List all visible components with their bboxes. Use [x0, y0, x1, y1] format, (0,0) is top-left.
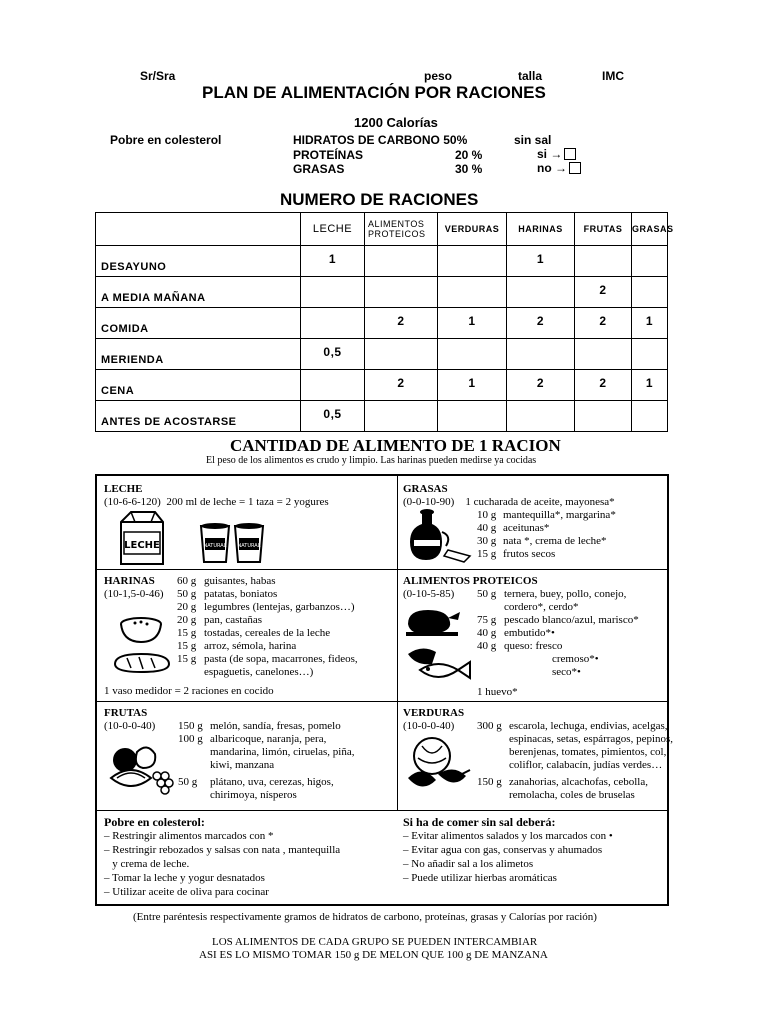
- ration-cell: [575, 339, 632, 370]
- ration-cell: 1: [632, 370, 668, 401]
- grasas-code: (0-0-10-90): [403, 496, 455, 508]
- column-header-frutas: FRUTAS: [575, 213, 632, 246]
- ration-cell: [365, 277, 438, 308]
- meal-label: COMIDA: [96, 308, 301, 339]
- fat-pct: 30 %: [455, 162, 483, 176]
- list-item: mandarina, limón, ciruelas, piña,: [210, 746, 355, 758]
- list-item: escarola, lechuga, endivias, acelgas,: [509, 720, 668, 732]
- list-item: cordero*, cerdo*: [504, 601, 579, 613]
- milk-carton-icon: [115, 508, 167, 566]
- portion-box: [95, 474, 674, 906]
- harinas-list: [177, 601, 358, 679]
- ration-cell: [365, 246, 438, 277]
- ration-cell: [632, 401, 668, 432]
- frutas-code: (10-0-0-40): [104, 720, 156, 732]
- table-row: [96, 308, 668, 339]
- list-item: espaguetis, canelones…): [204, 666, 314, 678]
- salt-yes-label: si →: [537, 147, 563, 161]
- ration-cell: [438, 246, 507, 277]
- list-item: 20 g legumbres (lentejas, garbanzos…): [177, 601, 355, 613]
- proteicos-heading: ALIMENTOS PROTEICOS: [403, 575, 538, 587]
- salt-label: sin sal: [514, 133, 552, 147]
- ration-cell: 1: [301, 246, 365, 277]
- chicken-fish-icon: [402, 604, 474, 694]
- salt-yes-checkbox[interactable]: [564, 148, 576, 160]
- vegetables-icon: [402, 734, 474, 796]
- salt-no-checkbox[interactable]: [569, 162, 581, 174]
- list-item: ternera, buey, pollo, conejo,: [504, 588, 627, 600]
- list-item: – Evitar agua con gas, conservas y ahumados: [403, 844, 603, 856]
- verduras-list: [509, 733, 673, 772]
- portion-subtitle: El peso de los alimentos es crudo y limpio. Las harinas pueden medirse ya cocidas: [206, 455, 537, 466]
- list-item: – Puede utilizar hierbas aromáticas: [403, 872, 557, 884]
- harinas-section: HARINAS 60 g guisantes, habas (10-1,5-0-46) 50 g patatas, boniatos: [104, 575, 278, 600]
- list-item: chirimoya, nísperos: [210, 789, 297, 801]
- ration-cell: 2: [507, 370, 575, 401]
- ration-cell: [575, 246, 632, 277]
- verduras-heading: VERDURAS: [403, 707, 465, 719]
- list-item: 40 g queso: fresco: [477, 640, 563, 652]
- calories-label: 1200 Calorías: [354, 115, 438, 130]
- list-item: remolacha, coles de bruselas: [509, 789, 635, 801]
- ration-cell: [575, 401, 632, 432]
- frutas-list-2: [178, 776, 334, 802]
- list-item: 15 g arroz, sémola, harina: [177, 640, 297, 652]
- leche-section: [104, 483, 329, 509]
- sinsal-heading: Si ha de comer sin sal deberá:: [403, 815, 556, 829]
- list-item: – Utilizar aceite de oliva para cocinar: [104, 886, 269, 898]
- bowl-bread-icon: [111, 614, 173, 680]
- ration-cell: [507, 277, 575, 308]
- ration-cell: 2: [507, 308, 575, 339]
- column-header-leche: LECHE: [301, 213, 365, 246]
- list-item: 40 g aceitunas*: [477, 522, 550, 534]
- table-row: [96, 370, 668, 401]
- sinsal-section: [403, 815, 613, 885]
- list-item: – Tomar la leche y yogur desnatados: [104, 872, 265, 884]
- frutas-list: [178, 733, 354, 772]
- ration-cell: [438, 339, 507, 370]
- list-item: 20 g pan, castañas: [177, 614, 263, 626]
- list-item: – Evitar alimentos salados y los marcados con •: [403, 830, 613, 842]
- ration-cell: 2: [365, 308, 438, 339]
- list-item: melón, sandía, fresas, pomelo: [210, 720, 341, 732]
- verduras-code: (10-0-0-40): [403, 720, 455, 732]
- ration-cell: [365, 401, 438, 432]
- table-row: [96, 246, 668, 277]
- list-item: 150 g zanahorias, alcachofas, cebolla,: [477, 776, 648, 788]
- carbs-label: HIDRATOS DE CARBONO 50%: [293, 133, 468, 147]
- verduras-list-2: [477, 776, 648, 802]
- ration-cell: [632, 246, 668, 277]
- harinas-code: (10-1,5-0-46): [104, 588, 164, 600]
- harinas-heading: HARINAS: [104, 575, 155, 587]
- meal-label: MERIENDA: [96, 339, 301, 370]
- proteicos-section: ALIMENTOS PROTEICOS (0-10-5-85) 50 g ternera, buey, pollo, conejo,: [403, 575, 627, 600]
- salt-no-option[interactable]: [537, 161, 581, 175]
- closing-line-1: LOS ALIMENTOS DE CADA GRUPO SE PUEDEN INTERCAMBIAR: [212, 936, 538, 948]
- ration-cell: [507, 339, 575, 370]
- ration-cell: [632, 339, 668, 370]
- yogurt-icon: [197, 522, 267, 564]
- harinas-note: 1 vaso medidor = 2 raciones en cocido: [104, 685, 274, 697]
- list-item: – No añadir sal a los alimetos: [403, 858, 534, 870]
- list-item: seco*•: [552, 666, 581, 678]
- ration-cell: [301, 308, 365, 339]
- list-item: cremoso*•: [552, 653, 599, 665]
- verduras-section: VERDURAS (10-0-0-40) 300 g escarola, lechuga, endivias, acelgas,: [403, 707, 668, 732]
- meal-label: CENA: [96, 370, 301, 401]
- ration-cell: 0,5: [301, 339, 365, 370]
- column-header-verduras: VERDURAS: [438, 213, 507, 246]
- ration-cell: 1: [438, 370, 507, 401]
- fat-label: GRASAS: [293, 162, 345, 176]
- colesterol-section: [104, 815, 340, 899]
- closing-line-2: ASI ES LO MISMO TOMAR 150 g DE MELON QUE 100 g DE MANZANA: [199, 949, 548, 961]
- list-item: 75 g pescado blanco/azul, marisco*: [477, 614, 639, 626]
- list-item: 30 g nata *, crema de leche*: [477, 535, 607, 547]
- ration-cell: [365, 339, 438, 370]
- list-item: – Restringir rebozados y salsas con nata , mantequilla: [104, 844, 341, 856]
- rations-title: NUMERO DE RACIONES: [280, 190, 479, 209]
- meal-label: ANTES DE ACOSTARSE: [96, 401, 301, 432]
- ration-cell: 1: [632, 308, 668, 339]
- meal-label: A MEDIA MAÑANA: [96, 277, 301, 308]
- list-item: coliflor, calabacín, judías verdes…: [509, 759, 663, 771]
- protein-label: PROTEÍNAS: [293, 148, 364, 162]
- column-header-proteicos: ALIMENTOS PROTEICOS: [365, 213, 438, 246]
- salt-no-label: no →: [537, 161, 567, 175]
- list-item: 100 g albaricoque, naranja, pera,: [178, 733, 327, 745]
- leche-code: (10-6-6-120): [104, 496, 161, 508]
- page-title: PLAN DE ALIMENTACIÓN POR RACIONES: [202, 83, 546, 102]
- list-item: – Restringir alimentos marcados con *: [104, 830, 274, 842]
- ration-cell: 1: [507, 246, 575, 277]
- list-item: 15 g frutos secos: [477, 548, 556, 560]
- frutas-section: FRUTAS (10-0-0-40) 150 g melón, sandía, fresas, pomelo: [104, 707, 341, 732]
- yogurt-label: NATURAL: [237, 543, 261, 549]
- list-item: y crema de leche.: [104, 858, 190, 870]
- leche-heading: LECHE: [104, 483, 143, 495]
- list-item: patatas, boniatos: [204, 588, 278, 600]
- milk-carton-label: LECHE: [124, 540, 160, 551]
- list-item: espinacas, setas, espárragos, pepinos,: [509, 733, 674, 745]
- list-item: berenjenas, tomates, pimientos, col,: [509, 746, 667, 758]
- ration-cell: [301, 277, 365, 308]
- ration-cell: [438, 401, 507, 432]
- yogurt-label: NATURAL: [203, 543, 227, 549]
- meal-label: DESAYUNO: [96, 246, 301, 277]
- list-item: 40 g embutido*•: [477, 627, 555, 639]
- frutas-heading: FRUTAS: [104, 707, 148, 719]
- proteicos-list: [477, 601, 639, 679]
- height-label: talla: [518, 69, 543, 83]
- list-item: kiwi, manzana: [210, 759, 275, 771]
- list-item: 15 g tostadas, cereales de la leche: [177, 627, 331, 639]
- ration-cell: [301, 370, 365, 401]
- ration-cell: 2: [575, 308, 632, 339]
- ration-cell: 2: [575, 277, 632, 308]
- list-item: 15 g pasta (de sopa, macarrones, fideos,: [177, 653, 358, 665]
- column-header-harinas: HARINAS: [507, 213, 575, 246]
- person-label: Sr/Sra: [140, 69, 176, 83]
- footnote: (Entre paréntesis respectivamente gramos de hidratos de carbono, proteínas, grasas y Calorías por ración): [133, 911, 597, 923]
- table-row: [96, 277, 668, 308]
- leche-text: 200 ml de leche = 1 taza = 2 yogures: [166, 496, 329, 508]
- ration-cell: [507, 401, 575, 432]
- grasas-list: [477, 509, 616, 561]
- bmi-label: IMC: [602, 69, 624, 83]
- salt-yes-option[interactable]: [537, 147, 576, 161]
- fruit-basket-icon: [107, 738, 177, 796]
- ration-cell: 2: [575, 370, 632, 401]
- proteicos-code: (0-10-5-85): [403, 588, 455, 600]
- row-divider: [97, 810, 667, 811]
- ration-cell: [438, 277, 507, 308]
- protein-pct: 20 %: [455, 148, 483, 162]
- table-corner-cell: [96, 213, 301, 246]
- table-header-row: [96, 213, 668, 246]
- ration-cell: [632, 277, 668, 308]
- list-item: 10 g mantequilla*, margarina*: [477, 509, 616, 521]
- list-item: 50 g plátano, uva, cerezas, higos,: [178, 776, 334, 788]
- oil-jar-icon: [402, 506, 474, 564]
- weight-label: peso: [424, 69, 453, 83]
- column-header-grasas: GRASAS: [632, 213, 668, 246]
- ration-cell: 1: [438, 308, 507, 339]
- table-row: [96, 339, 668, 370]
- ration-cell: 0,5: [301, 401, 365, 432]
- row-divider: [97, 569, 667, 570]
- list-item: 1 cucharada de aceite, mayonesa*: [465, 496, 615, 508]
- list-item: 1 huevo*: [477, 686, 518, 698]
- colesterol-heading: Pobre en colesterol:: [104, 815, 205, 829]
- grasas-heading: GRASAS: [403, 483, 448, 495]
- table-row: [96, 401, 668, 432]
- column-divider: [397, 476, 398, 811]
- row-divider: [97, 701, 667, 702]
- diet-type-label: Pobre en colesterol: [110, 133, 222, 147]
- rations-table: [95, 212, 674, 432]
- portion-title: CANTIDAD DE ALIMENTO DE 1 RACION: [230, 436, 561, 455]
- ration-cell: 2: [365, 370, 438, 401]
- list-item: guisantes, habas: [204, 575, 276, 587]
